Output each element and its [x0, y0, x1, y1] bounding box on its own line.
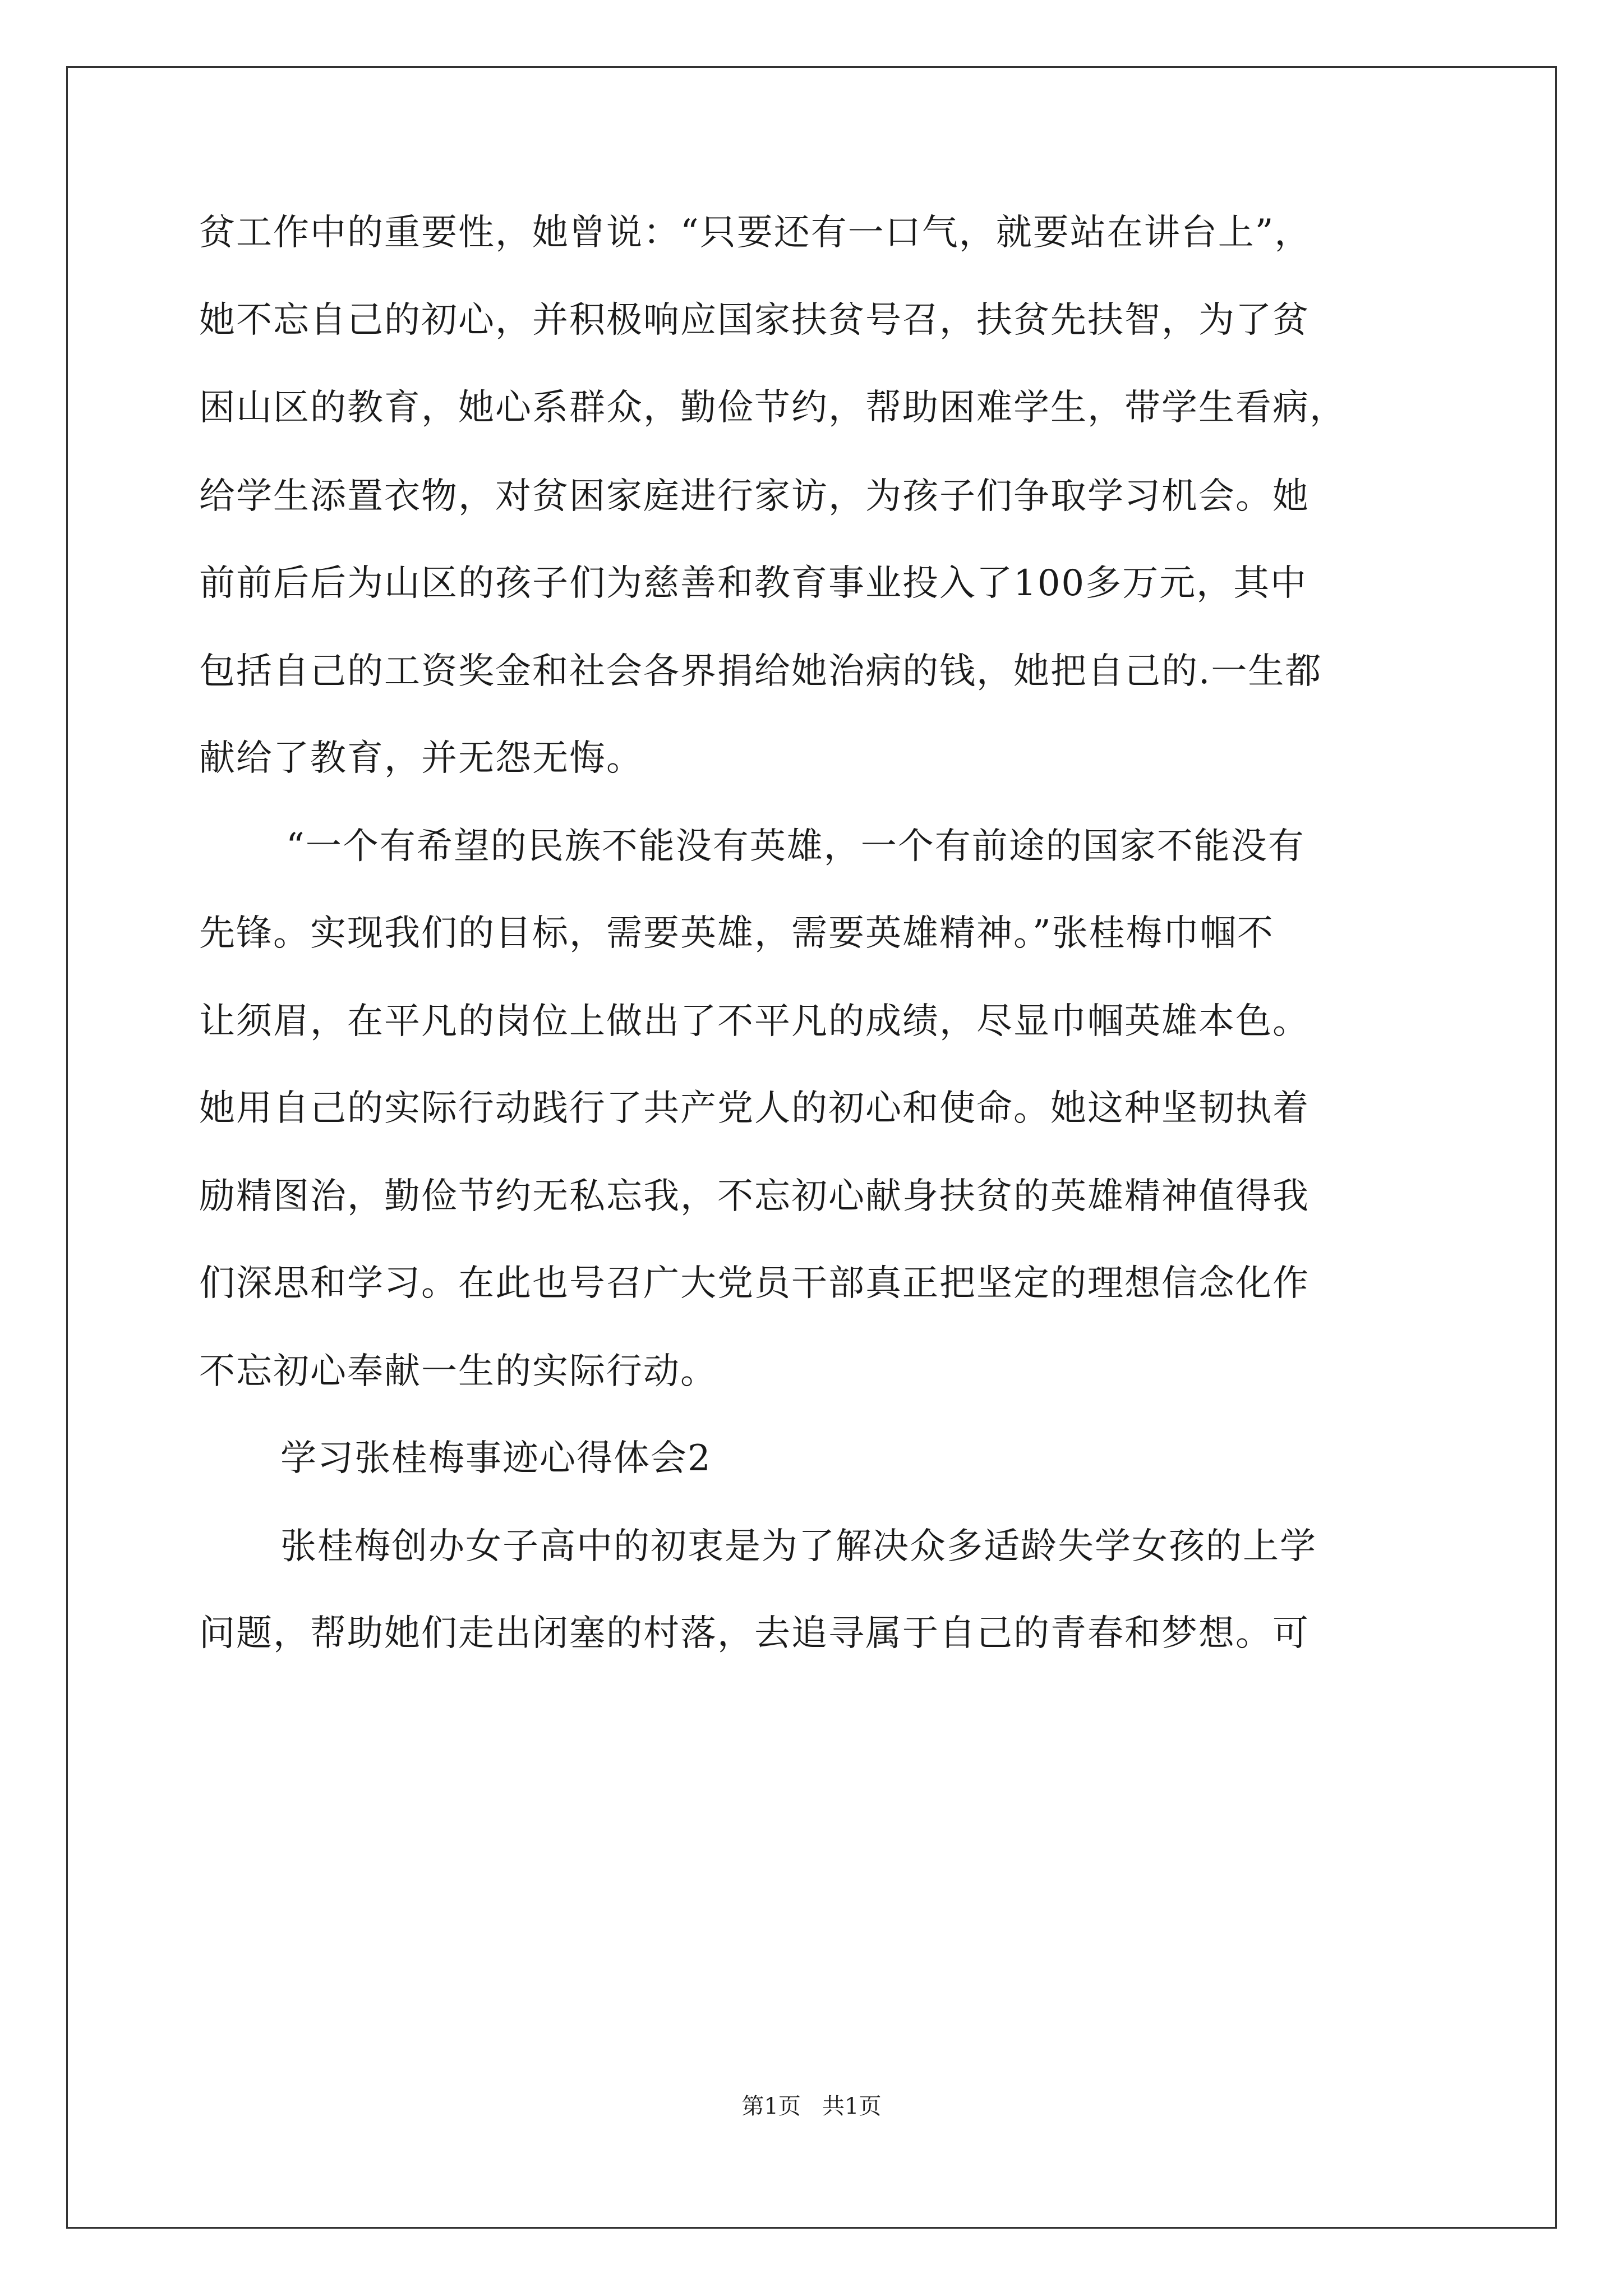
paragraph-line: 献给了教育，并无怨无悔。	[199, 738, 643, 779]
paragraph-line: 们深思和学习。在此也号召广大党员干部真正把坚定的理想信念化作	[199, 1263, 1310, 1304]
paragraph-line: 让须眉，在平凡的岗位上做出了不平凡的成绩，尽显巾帼英雄本色。	[199, 1001, 1310, 1042]
paragraph-line: 张桂梅创办女子高中的初衷是为了解决众多适龄失学女孩的上学	[280, 1526, 1317, 1567]
paragraph-line: 不忘初心奉献一生的实际行动。	[199, 1351, 717, 1392]
paragraph-line: 给学生添置衣物，对贫困家庭进行家访，为孩子们争取学习机会。她	[199, 476, 1310, 517]
paragraph-line: 贫工作中的重要性，她曾说：“只要还有一口气，就要站在讲台上”，	[199, 212, 1312, 254]
section-heading: 学习张桂梅事迹心得体会2	[280, 1438, 712, 1479]
paragraph-line: 她不忘自己的初心，并积极响应国家扶贫号召，扶贫先扶智，为了贫	[199, 300, 1310, 341]
page-number-footer: 第1页 共1页	[741, 2093, 882, 2119]
paragraph-line: 先锋。实现我们的目标，需要英雄，需要英雄精神。”张桂梅巾帼不	[199, 913, 1274, 954]
paragraph-line: 她用自己的实际行动践行了共产党人的初心和使命。她这种坚韧执着	[199, 1088, 1310, 1129]
paragraph-line: 问题，帮助她们走出闭塞的村落，去追寻属于自己的青春和梦想。可	[199, 1613, 1310, 1654]
paragraph-line: 前前后后为山区的孩子们为慈善和教育事业投入了100多万元，其中	[199, 563, 1308, 604]
paragraph-line: 励精图治，勤俭节约无私忘我，不忘初心献身扶贫的英雄精神值得我	[199, 1176, 1310, 1217]
paragraph-line: 包括自己的工资奖金和社会各界捐给她治病的钱，她把自己的.一生都	[199, 651, 1322, 692]
paragraph-line: “一个有希望的民族不能没有英雄，一个有前途的国家不能没有	[286, 826, 1305, 867]
paragraph-line: 困山区的教育，她心系群众，勤俭节约，帮助困难学生，带学生看病，	[199, 387, 1347, 429]
